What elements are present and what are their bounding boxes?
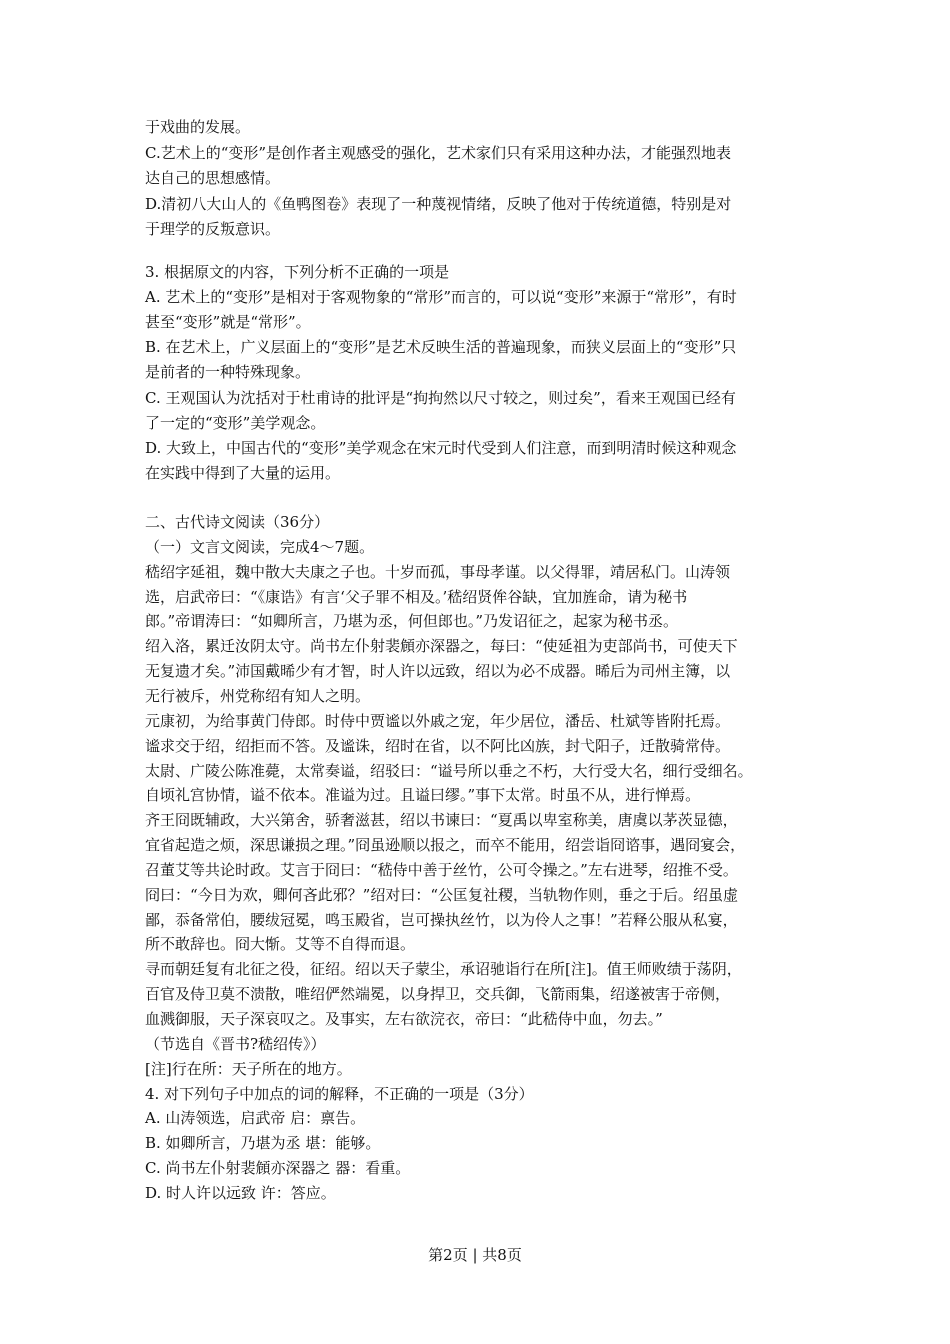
text-line: 齐王冏既辅政，大兴第舍，骄奢滋甚，绍以书谏曰：“夏禹以卑室称美，唐虞以茅茨显德， xyxy=(145,811,738,830)
text-line: [注]行在所：天子所在的地方。 xyxy=(145,1059,352,1078)
text-line: 鄙，忝备常伯，腰绂冠冕，鸣玉殿省，岂可操执丝竹，以为伶人之事！”若释公服从私宴， xyxy=(145,910,738,929)
text-line: 所不敢辞也。冏大惭。艾等不自得而退。 xyxy=(145,935,416,954)
text-line: 二、古代诗文阅读（36分） xyxy=(145,513,330,531)
text-line: 谧求交于绍，绍拒而不答。及谧诛，绍时在省，以不阿比凶族，封弋阳子，迁散骑常侍。 xyxy=(145,736,731,755)
text-line: 是前者的一种特殊现象。 xyxy=(145,363,311,382)
text-line: D.清初八大山人的《鱼鸭图卷》表现了一种蔑视情绪，反映了他对于传统道德，特别是对 xyxy=(145,194,732,213)
text-line: D. 大致上，中国古代的“变形”美学观念在宋元时代受到人们注意，而到明清时候这种观念 xyxy=(145,438,737,457)
text-line: C. 王观国认为沈括对于杜甫诗的批评是“拘拘然以尺寸较之，则过矣”，看来王观国已经有 xyxy=(145,388,736,407)
text-line: 宜省起造之烦，深思谦损之理。”冏虽逊顺以报之，而卒不能用，绍尝诣冏谘事，遇冏宴会， xyxy=(145,836,746,855)
text-line: 于理学的反叛意识。 xyxy=(145,220,281,238)
text-line: 召董艾等共论时政。艾言于冏曰：“嵇侍中善于丝竹，公可令操之。”左右进琴，绍推不受。 xyxy=(145,860,738,879)
text-line: 自顷礼宫协情，谥不依本。准谥为过。且谥曰缪。”事下太常。时虽不从，进行惮焉。 xyxy=(145,786,701,805)
text-line: 绍入洛，累迁汝阴太守。尚书左仆射裴頠亦深器之，每曰：“使延祖为吏部尚书，可使天下 xyxy=(145,637,738,656)
text-line: B. 如卿所言，乃堪为丞 堪：能够。 xyxy=(145,1134,381,1153)
text-line: 无复遗才矣。”沛国戴晞少有才智，时人许以远致，绍以为必不成器。晞后为司州主簿，以 xyxy=(145,662,731,681)
text-line: 嵇绍字延祖，魏中散大夫康之子也。十岁而孤，事母孝谨。以父得罪，靖居私门。山涛领 xyxy=(145,562,731,581)
text-line: 郎。”帝谓涛曰：“如卿所言，乃堪为丞，何但郎也。”乃发诏征之，起家为秘书丞。 xyxy=(145,612,679,631)
text-line: （一）文言文阅读，完成4～7题。 xyxy=(145,537,375,556)
text-line: 选，启武帝曰：“《康诰》有言‘父子罪不相及。’嵇绍贤侔谷缺，宜加旌命，请为秘书 xyxy=(145,587,688,606)
text-line: 百官及侍卫莫不溃散，唯绍俨然端冕，以身捍卫，交兵御，飞箭雨集，绍遂被害于帝侧， xyxy=(145,985,731,1004)
text-line: （节选自《晋书?嵇绍传》） xyxy=(145,1034,326,1053)
text-line: 达自己的思想感情。 xyxy=(145,169,281,187)
text-line: 在实践中得到了大量的运用。 xyxy=(145,463,341,482)
text-line: D. 时人许以远致 许：答应。 xyxy=(145,1183,336,1202)
text-line: 甚至“变形”就是“常形”。 xyxy=(145,313,311,332)
text-line: A. 山涛领选，启武帝 启：禀告。 xyxy=(145,1109,366,1128)
text-line: 了一定的“变形”美学观念。 xyxy=(145,413,326,432)
text-line: 3. 根据原文的内容，下列分析不正确的一项是 xyxy=(145,263,450,281)
text-line: 4. 对下列句子中加点的词的解释，不正确的一项是（3分） xyxy=(145,1084,534,1103)
text-line: C.艺术上的“变形”是创作者主观感受的强化，艺术家们只有采用这种办法，才能强烈地表 xyxy=(145,143,732,162)
text-line: 无行被斥，州党称绍有知人之明。 xyxy=(145,686,371,705)
page-footer: 第2页 | 共8页 xyxy=(428,1246,522,1264)
text-line: 太尉、广陵公陈准薨，太常奏谥，绍驳曰：“谥号所以垂之不朽，大行受大名，细行受细名。 xyxy=(145,761,753,780)
text-line: C. 尚书左仆射裴頠亦深器之 器：看重。 xyxy=(145,1159,411,1178)
text-line: 于戏曲的发展。 xyxy=(145,118,251,136)
text-line: 元康初，为给事黄门侍郎。时侍中贾谧以外戚之宠，年少居位，潘岳、杜斌等皆附托焉。 xyxy=(145,711,731,730)
text-line: B. 在艺术上，广义层面上的“变形”是艺术反映生活的普遍现象，而狭义层面上的“变形”只 xyxy=(145,338,737,357)
text-line: 冏曰：“今日为欢，卿何吝此邪？”绍对曰：“公匡复社稷，当轨物作则，垂之于后。绍虽虚 xyxy=(145,885,739,904)
text-line: 寻而朝廷复有北征之役，征绍。绍以天子蒙尘，承诏驰诣行在所[注]。值王师败绩于荡阴， xyxy=(145,960,742,979)
text-line: A. 艺术上的“变形”是相对于客观物象的“常形”而言的，可以说“变形”来源于“常形”，有时 xyxy=(145,288,737,307)
text-line: 血溅御服，天子深哀叹之。及事实，左右欲浣衣，帝曰：“此嵇侍中血，勿去。” xyxy=(145,1010,663,1028)
